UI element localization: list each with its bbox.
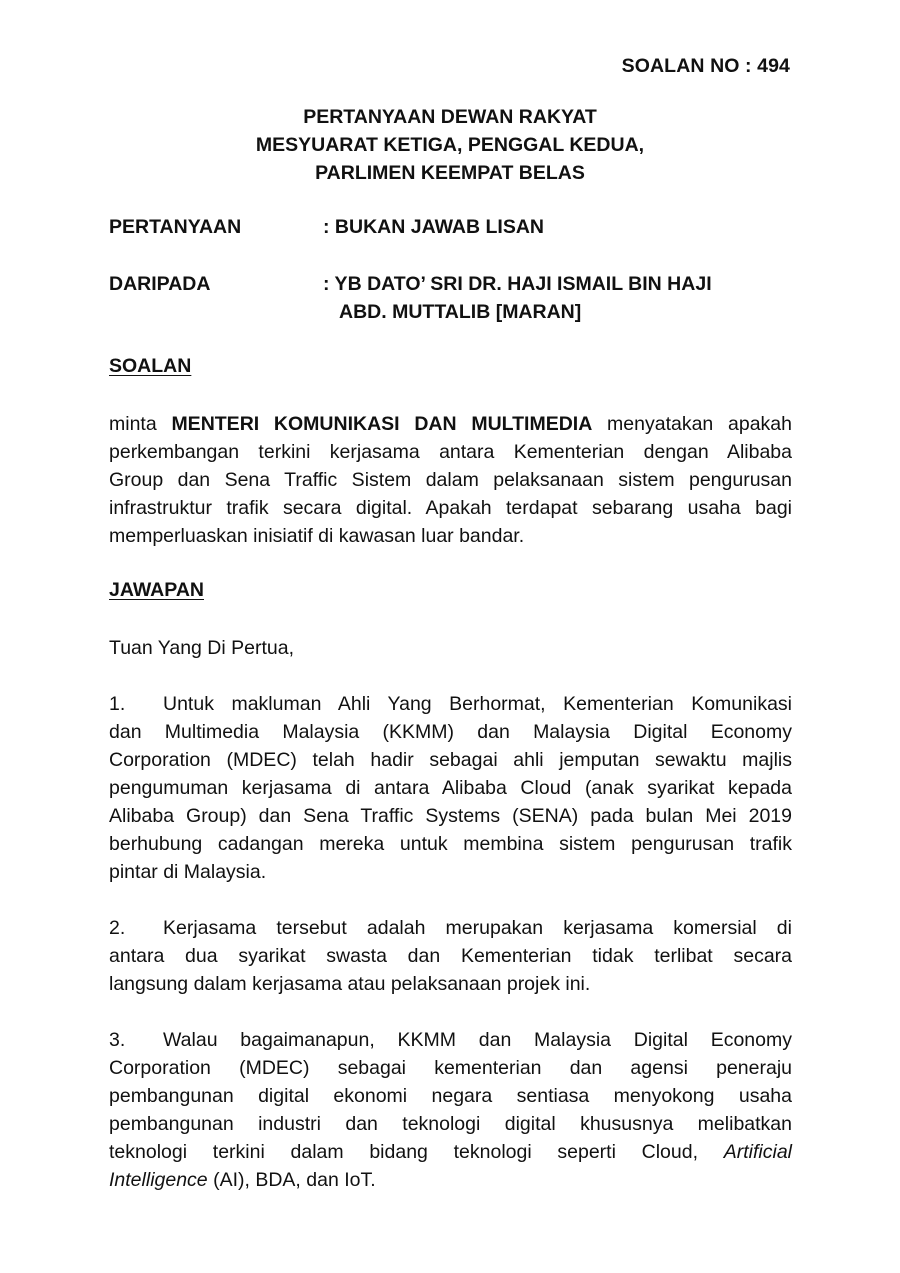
soalan-prefix: minta xyxy=(109,413,172,435)
p3-line-4: pembangunan industri dan teknologi digital khususnya melibatkan xyxy=(109,1113,792,1135)
p3-line-5 xyxy=(109,1138,792,1166)
salutation-text: Tuan Yang Di Pertua, xyxy=(109,637,295,659)
p2-number: 2. xyxy=(109,917,126,939)
salutation xyxy=(109,634,792,662)
p1-line-3: Corporation (MDEC) telah hadir sebagai ahli jemputan sewaktu majlis xyxy=(109,749,792,771)
heading-line-2: MESYUARAT KETIGA, PENGGAL KEDUA, xyxy=(255,134,645,156)
artificial-term: Artificial xyxy=(723,1141,792,1163)
pertanyaan-value: : BUKAN JAWAB LISAN xyxy=(323,216,545,238)
p1-line-4: pengumuman kerjasama di antara Alibaba Cloud (anak syarikat kepada xyxy=(109,777,792,799)
p1-number: 1. xyxy=(109,693,126,715)
answer-paragraph-1 xyxy=(109,690,792,886)
minister-name: MENTERI KOMUNIKASI DAN MULTIMEDIA xyxy=(171,413,593,435)
p1-line-7: pintar di Malaysia. xyxy=(109,861,267,883)
daripada-label: DARIPADA xyxy=(109,273,211,295)
p3-line-6 xyxy=(109,1166,792,1194)
daripada-value-line-1: : YB DATO’ SRI DR. HAJI ISMAIL BIN HAJI xyxy=(323,273,712,295)
p1-line-1 xyxy=(109,690,792,718)
question-number: SOALAN NO : 494 xyxy=(621,55,790,77)
p2-line-2: antara dua syarikat swasta dan Kementerian tidak terlibat secara xyxy=(109,945,792,967)
p1-line-5: Alibaba Group) dan Sena Traffic Systems (SENA) pada bulan Mei 2019 xyxy=(109,805,792,827)
p3-line-6-rest: (AI), BDA, dan IoT. xyxy=(207,1169,376,1191)
pertanyaan-label: PERTANYAAN xyxy=(109,216,242,238)
p3-line-5-text: teknologi terkini dalam bidang teknologi seperti Cloud, xyxy=(109,1141,724,1163)
p3-line-2: Corporation (MDEC) sebagai kementerian dan agensi peneraju xyxy=(109,1057,792,1079)
p3-line-1 xyxy=(109,1026,792,1054)
p2-line-3: langsung dalam kerjasama atau pelaksanaan projek ini. xyxy=(109,973,591,995)
soalan-title: SOALAN xyxy=(109,355,192,377)
daripada-value xyxy=(323,270,803,326)
p3-line-3: pembangunan digital ekonomi negara sentiasa menyokong usaha xyxy=(109,1085,792,1107)
intelligence-term: Intelligence xyxy=(109,1169,208,1191)
document-heading xyxy=(0,103,900,187)
p2-line-1 xyxy=(109,914,792,942)
soalan-line-3: Group dan Sena Traffic Sistem dalam pelaksanaan sistem pengurusan xyxy=(109,469,792,491)
p1-line-6: berhubung cadangan mereka untuk membina sistem pengurusan trafik xyxy=(109,833,792,855)
p3-line-1-text: Walau bagaimanapun, KKMM dan Malaysia Digital Economy xyxy=(163,1029,792,1051)
answer-paragraph-3 xyxy=(109,1026,792,1194)
answer-paragraph-2 xyxy=(109,914,792,998)
p1-line-2: dan Multimedia Malaysia (KKMM) dan Malaysia Digital Economy xyxy=(109,721,792,743)
jawapan-title: JAWAPAN xyxy=(109,579,204,601)
soalan-paragraph xyxy=(109,410,792,550)
soalan-line-1 xyxy=(109,410,792,438)
daripada-value-line-2: ABD. MUTTALIB [MARAN] xyxy=(339,301,582,323)
p1-line-1-text: Untuk makluman Ahli Yang Berhormat, Kementerian Komunikasi xyxy=(163,693,792,715)
p3-number: 3. xyxy=(109,1029,126,1051)
soalan-line-1-rest: menyatakan apakah xyxy=(592,413,792,435)
heading-line-3: PARLIMEN KEEMPAT BELAS xyxy=(315,162,585,184)
heading-line-1: PERTANYAAN DEWAN RAKYAT xyxy=(303,106,597,128)
p2-line-1-text: Kerjasama tersebut adalah merupakan kerjasama komersial di xyxy=(163,917,792,939)
soalan-line-4: infrastruktur trafik secara digital. Apakah terdapat sebarang usaha bagi xyxy=(109,497,792,519)
soalan-line-2: perkembangan terkini kerjasama antara Kementerian dengan Alibaba xyxy=(109,441,792,463)
soalan-line-5: memperluaskan inisiatif di kawasan luar bandar. xyxy=(109,525,525,547)
